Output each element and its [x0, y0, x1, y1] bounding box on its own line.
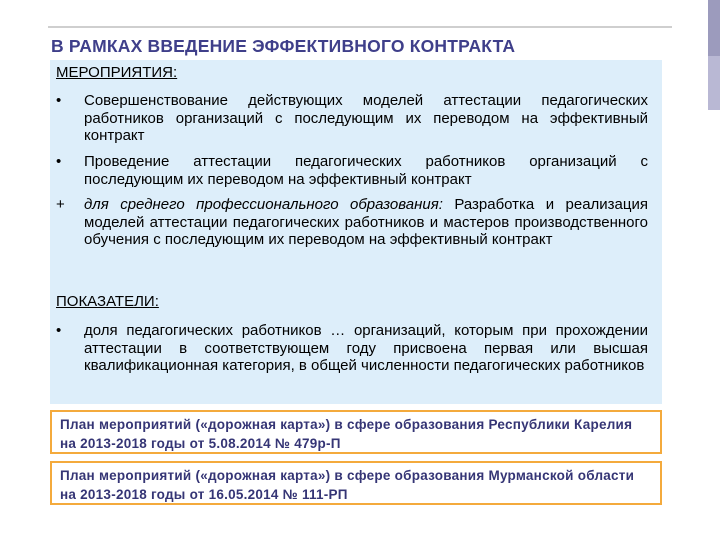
bullet-marker: •	[56, 322, 62, 339]
measure-item	[56, 153, 648, 188]
plan-box-karelia: План мероприятий («дорожная карта») в сфере образования Республики Карелия на 2013-2018 годы от 5.08.2014 № 479р-П	[50, 410, 662, 454]
measure-text	[84, 196, 648, 249]
decorative-side-bar-accent	[708, 0, 720, 56]
slide-title: В РАМКАХ ВВЕДЕНИЕ ЭФФЕКТИВНОГО КОНТРАКТА	[51, 36, 516, 56]
indicator-text: доля педагогических работников … организаций, которым при прохождении аттестации в соответствующем году присвоена первая или высшая квалификационная категория, в общей численности педагогических работников	[84, 322, 648, 374]
measure-item	[56, 196, 648, 249]
measure-text: Проведение аттестации педагогических работников организаций с последующим их переводом на эффективный контракт	[84, 153, 648, 188]
plan-box-murmansk: План мероприятий («дорожная карта») в сфере образования Мурманской области на 2013-2018 годы от 16.05.2014 № 111-РП	[50, 461, 662, 505]
measures-heading: МЕРОПРИЯТИЯ:	[56, 64, 178, 81]
measure-item	[56, 92, 648, 145]
bullet-marker: •	[56, 153, 62, 170]
bullet-marker: •	[56, 92, 62, 109]
measure-italic-prefix: для среднего профессионального образования:	[84, 196, 443, 213]
plus-marker: +	[56, 196, 65, 213]
indicators-heading: ПОКАЗАТЕЛИ:	[56, 293, 159, 310]
top-divider-line	[48, 26, 672, 28]
measure-text-body: Разработка и реализация моделей аттестации педагогических работников и мастеров производственного обучения с последующим их переводом на эффективный контракт	[84, 196, 648, 248]
indicator-item	[56, 322, 648, 375]
measure-text: Совершенствование действующих моделей аттестации педагогических работников организаций с последующим их переводом на эффективный контракт	[84, 92, 648, 144]
